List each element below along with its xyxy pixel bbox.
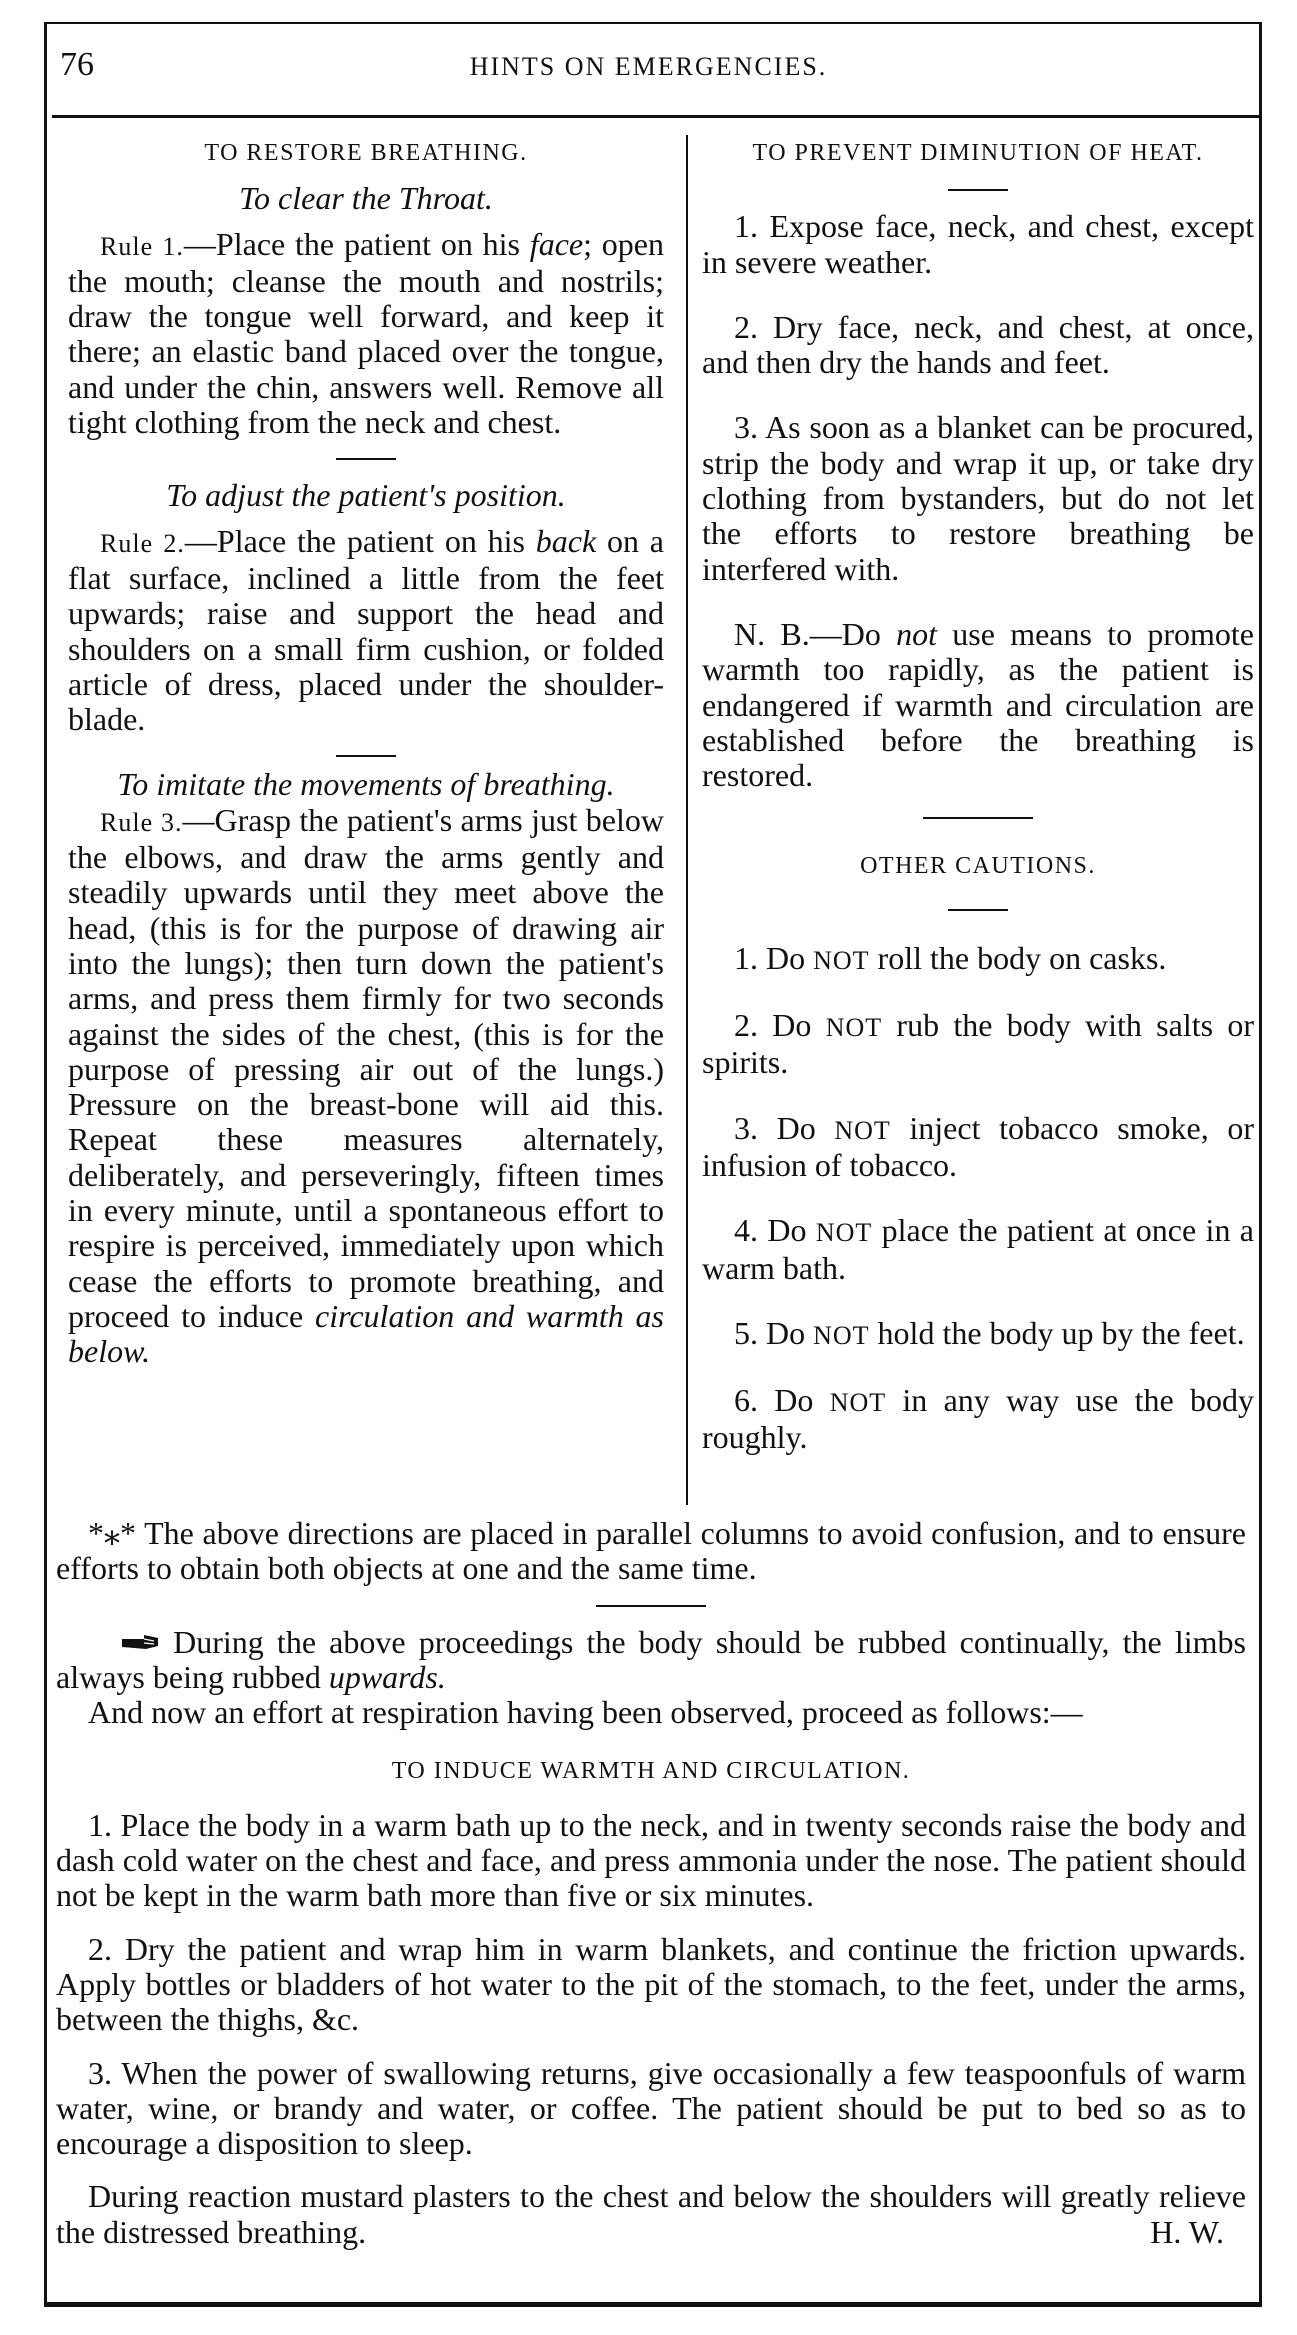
section-heading-induce-warmth: TO INDUCE WARMTH AND CIRCULATION. — [391, 1758, 911, 1785]
running-head: HINTS ON EMERGENCIES. — [469, 52, 828, 81]
section-heading-prevent-heat: TO PREVENT DIMINUTION OF HEAT. — [752, 140, 1204, 166]
rule-2-label: Rule 2. — [100, 528, 185, 558]
subheading-adjust-position: To adjust the patient's position. — [166, 477, 566, 514]
heat-item: 2. Dry face, neck, and chest, at once, and then dry the hands and feet. — [702, 308, 1254, 381]
caution-item: 1. Do NOT roll the body on casks. — [734, 939, 1167, 976]
column-divider — [686, 135, 688, 1505]
subheading-clear-throat: To clear the Throat. — [239, 180, 493, 217]
subheading-imitate-breathing: To imitate the movements of breathing. — [117, 766, 615, 803]
left-column — [68, 136, 664, 1370]
rubbing-note: During the above proceedings the body should be rubbed continually, the limbs always being rubbed upwards. — [56, 1623, 1246, 1695]
caution-item: 2. Do NOT rub the body with salts or spirits. — [702, 1007, 1255, 1081]
rule-1-label: Rule 1. — [100, 231, 184, 261]
right-column — [702, 136, 1254, 1456]
heat-item: 1. Expose face, neck, and chest, except in severe weather. — [702, 208, 1254, 280]
section-heading-restore-breathing: TO RESTORE BREATHING. — [204, 140, 528, 166]
nb-note: N. B.—Do not use means to promote warmth too rapidly, as the patient is endangered if warmth and circulation are established before the breathing is restored. — [702, 615, 1255, 794]
rule-3-label: Rule 3. — [100, 807, 183, 837]
caution-item: 4. Do NOT place the patient at once in a warm bath. — [702, 1212, 1255, 1286]
rule-1-paragraph: Rule 1.—Place the patient on his face; open the mouth; cleanse the mouth and nostrils; draw the tongue well forward, and keep it there; an elastic band placed over the tongue, and under the chin, answers well. Remove all tight clothing from the neck and chest. — [68, 225, 664, 441]
proceed-note: And now an effort at respiration having been observed, proceed as follows:— — [88, 1694, 1083, 1731]
divider-rule — [596, 1605, 706, 1607]
rule-2-paragraph: Rule 2.—Place the patient on his back on a flat surface, inclined a little from the feet upwards; raise and support the head and shoulders on a small firm cushion, or folded article of dress, placed under the shoulder-blade. — [68, 522, 665, 738]
divider-rule — [336, 458, 396, 460]
caution-item: 3. Do NOT inject tobacco smoke, or infusion of tobacco. — [702, 1109, 1255, 1183]
asterism-icon: *⁎* — [88, 1515, 136, 1551]
warmth-item: 3. When the power of swallowing returns, give occasionally a few teaspoonfuls of warm water, wine, or brandy and water, or coffee. The patient should be put to bed so as to encourage a disposition to sleep. — [56, 2054, 1246, 2162]
divider-rule — [336, 755, 396, 757]
caution-item: 5. Do NOT hold the body up by the feet. — [734, 1314, 1245, 1351]
closing-paragraph: During reaction mustard plasters to the chest and below the shoulders will greatly relieve the distressed breathing. H. W. — [56, 2178, 1246, 2250]
author-signature: H. W. — [1150, 2213, 1224, 2250]
warmth-item: 1. Place the body in a warm bath up to the neck, and in twenty seconds raise the body and dash cold water on the chest and face, and press ammonia under the nose. The patient should not be kept in the warm bath more than five or six minutes. — [56, 1806, 1246, 1914]
rule-3-paragraph: Rule 3.—Grasp the patient's arms just below the elbows, and draw the arms gently and steadily upwards until they meet above the head, (this is for the purpose of drawing air into the lungs); then turn down the patient's arms, and press them firmly for two seconds against the sides of the chest, (this is for the purpose of pressing air out of the lungs.) Pressure on the breast-bone will aid this. Repeat these measures alternately, deliberately, and perseveringly, fifteen times in every minute, until a spontaneous effort to respire is perceived, immediately upon which cease the efforts to promote breathing, and proceed to induce circulation and warmth as below. — [68, 801, 664, 1370]
pointing-hand-icon — [88, 1625, 160, 1660]
section-heading-other-cautions: OTHER CAUTIONS. — [860, 853, 1096, 880]
divider-rule — [948, 909, 1008, 911]
notes-block — [56, 1516, 1246, 2250]
parallel-columns-note: *⁎* The above directions are placed in parallel columns to avoid confusion, and to ensure efforts to obtain both objects at one and the same time. — [56, 1515, 1246, 1587]
warmth-item: 2. Dry the patient and wrap him in warm blankets, and continue the friction upwards. Apply bottles or bladders of hot water to the pit of the stomach, to the feet, under the arms, between the thighs, &c. — [56, 1930, 1246, 2038]
divider-rule — [948, 189, 1008, 191]
header-rule — [52, 115, 1262, 118]
page-number: 76 — [60, 46, 94, 83]
caution-item: 6. Do NOT in any way use the body roughly. — [702, 1382, 1255, 1456]
divider-rule — [923, 817, 1033, 819]
heat-item: 3. As soon as a blanket can be procured, strip the body and wrap it up, or take dry clothing from bystanders, but do not let the efforts to restore breathing be interfered with. — [702, 409, 1254, 587]
